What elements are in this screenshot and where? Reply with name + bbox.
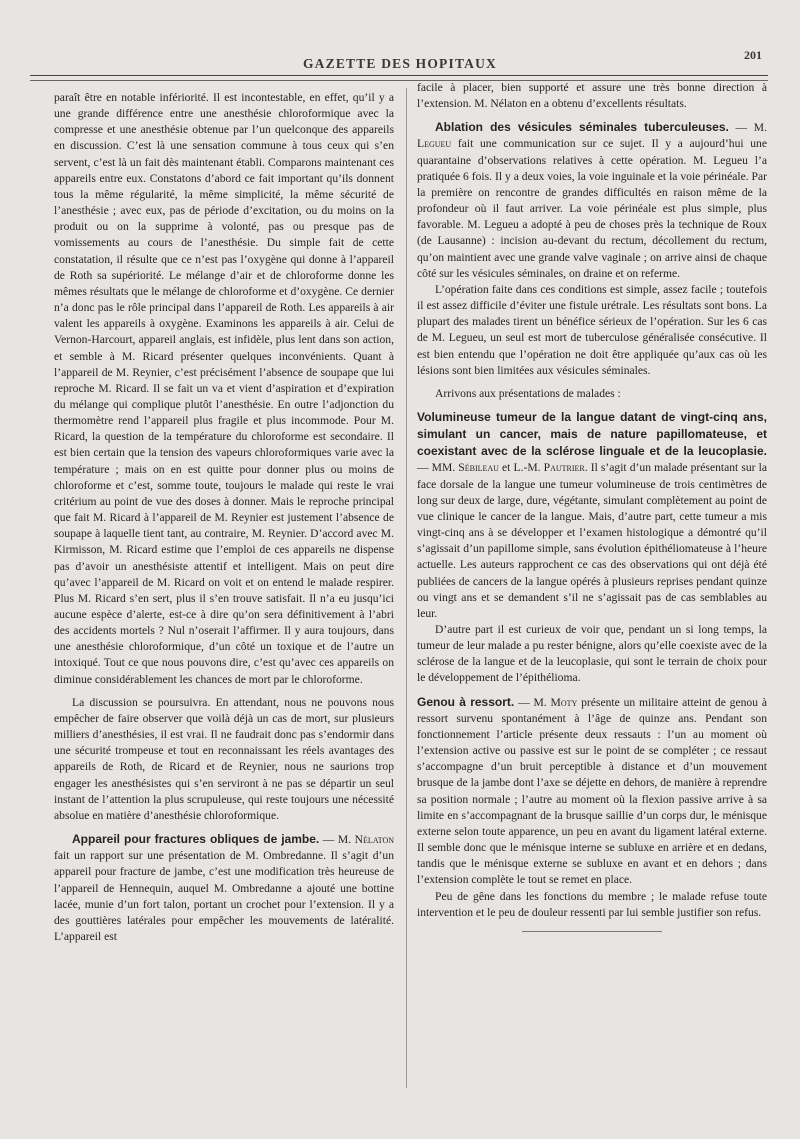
end-ornament-rule	[522, 931, 662, 933]
section-text: présente un militaire atteint de genou à ressort survenu spontanément à l’âge de quinze ans. Pendant son fonctionnement l’article présente deux ressauts : l’un au moment où l’extension active ou passive est sur le point de se compléter ; ce ressaut s’accompagne d’un bruit perceptible à distance et d’un mouvement brusque de la jambe dont l’axe se déjette en dehors, de manière à reprendre sa position normale ; l’autre au moment où la flexion passive arrive à sa limite en s’accompagnant de la brusque saillie d’un corps dur, le ménisque externe selon toute apparence, un peu en avant du ligament latéral externe. Il semble donc que le ménisque interne se subluxe en arrière et en dedans, tandis que le ménisque externe se subluxe en avant et en dehors ; dans l’extension complète le tout se remet en place.	[417, 695, 767, 887]
right-column	[417, 80, 767, 933]
dash: — M.	[728, 121, 767, 135]
paragraph: facile à placer, bien supporté et assure une très bonne direction à l’extension. M. Nélaton en a obtenu d’excellents résultats.	[417, 81, 767, 111]
dash: — M.	[514, 695, 551, 709]
paragraph: La discussion se poursuivra. En attendant, nous ne pouvons nous empêcher de faire observer que voilà déjà un cas de mort, sur plusieurs milliers d’anesthésies, il est vrai. Il ne faudrait donc pas s’endormir dans une sécurité trompeuse et tout en reconnaissant les réels avantages des appareils de Roth, de Ricard et de Reynier, nous ne saurions trop engager les anesthésistes qui s’en serviront à ne pas se départir un seul instant de l’attention la plus scrupuleuse, qui reste toujours une nécessité absolue en matière d’anesthésie chloroformique.	[54, 695, 394, 822]
conjunction: et L.-M.	[498, 461, 544, 475]
section-heading: Ablation des vésicules séminales tuberculeuses.	[435, 120, 729, 135]
header-rule	[30, 75, 768, 76]
dash: — MM.	[417, 461, 459, 475]
paragraph: L’opération faite dans ces conditions est simple, assez facile ; toutefois il est assez difficile d’éviter une fistule urétrale. Les résultats sont bons. La plupart des malades tirent un bénéfice sérieux de l’opération. Sur les 6 cas de M. Legueu, un seul est mort de tuberculose généralisée consécutive. Il est bien entendu que l’opération ne doit être appliquée qu’aux cas où les lésions sont bien limitées aux vésicules séminales.	[417, 282, 767, 377]
author-name: Sébileau	[458, 461, 499, 475]
dash: — M.	[319, 833, 355, 847]
section-heading: Genou à ressort.	[417, 694, 515, 709]
section-fractures	[54, 831, 394, 945]
paragraph: paraît être en notable infériorité. Il est incontestable, en effet, qu’il y a une grande différence entre une anesthésie chloroformique avec la compresse et une anesthésie obtenue par l’un quelconque des appareils en discussion. C’est là une sensation commune à tous ceux qui s’en servent, c’est là un fait dès maintenant établi. Comparons maintenant ces appareils entre eux. Constatons d’abord ce fait important qu’ils donnent tous la même régularité, la même simplicité, la même sécurité de l’anesthésie ; avec eux, pas de période d’excitation, ou du moins on la produit ou on la supprime à volonté, pas ou presque pas de vomissements au cours de l’anesthésie. Du simple fait de cette constatation, il résulte que ce n’est pas l’oxygène qui donne à l’appareil de Roth sa supériorité. Le mélange d’air et de chloroforme donne les mêmes résultats que le mélange de chloroforme et d’oxygène. Ce dernier n’a donc pas le rôle principal dans l’appareil de Roth. Les appareils à air valent les appareils à oxygène. Examinons les appareils à air. Celui de Vernon-Harcourt, appareil anglais, est infidèle, plus lent dans son action, et semble à M. Ricard présenter quelques inconvénients. Quant à l’appareil de M. Reynier, c’est précisément l’absence de soupape que lui reproche M. Ricard. Il se fait un va et vient d’aspiration et d’expiration du mélange qui complique plutôt l’anesthésie. En outre l’adjonction du thermomètre rend l’appareil plus fragile et plus incommode. Pour M. Ricard, la question de la température du chloroforme est secondaire. Il est bien certain que la tension des vapeurs chloroformiques varie avec la température ; mais on en est quitte pour donner plus ou moins de chloroforme et c’est, somme toute, toujours le malade qui reste le vrai critérium au point de vue des doses à donner. Mais le reproche principal que fait M. Ricard à l’appareil de M. Reynier est justement l’absence de soupape à laquelle tient tant, au contraire, M. Reynier. D’accord avec M. Kirmisson, M. Ricard estime que l’emploi de ces appareils ne dispense pas d’avoir un anesthésiste attentif et intelligent. Mais on peut dire qu’avec l’appareil de M. Ricard on voit et on entend le malade respirer. Plus M. Ricard s’en sert, plus il s’en trouve satisfait. Il n’a eu jusqu’ici aucune espèce d’alerte, est-ce à dire qu’on sera définitivement à l’abri des accidents mortels ? Nul n’oserait l’affirmer. Il y aura toujours, dans une anesthésie chloroformique, d’un côté un toxique et de l’autre un intoxiqué. Tout ce que nous pouvons dire, c’est qu’avec ces appareils on diminue considérablement les chances de mort par le chloroforme.	[54, 91, 394, 686]
left-column	[54, 90, 394, 945]
author-name: Pautrier	[543, 461, 585, 475]
section-tumeur	[417, 409, 767, 622]
section-heading: Volumineuse tumeur de la langue datant de vingt-cinq ans, simulant un cancer, mais de nature papillomateuse, et coexistant avec de la sclérose linguale et de la leucoplasie.	[417, 409, 767, 459]
section-text: fait un rapport sur une présentation de M. Ombredanne. Il s’agit d’un appareil pour fracture de jambe, c’est une modification très heureuse de l’appareil de Hennequin, auquel M. Ombredanne a ajouté une bottine lacée, munie d’un fort talon, portant un crochet pour l’extension. Il y a des gouttières latérales pour empêcher les mouvements de latéralité. L’appareil est	[54, 849, 394, 943]
section-vesicules	[417, 119, 767, 282]
paragraph: Arrivons aux présentations de malades :	[435, 386, 621, 400]
author-name: Legueu	[417, 137, 452, 151]
section-genou	[417, 694, 767, 889]
column-divider	[406, 88, 407, 1088]
author-name: Nélaton	[354, 833, 395, 847]
paragraph: Peu de gêne dans les fonctions du membre ; le malade refuse toute intervention et le peu de douleur ressenti par lui semble justifier son refus.	[417, 889, 767, 919]
section-text: fait une communication sur ce sujet. Il y a aujourd’hui une quarantaine d’observations relatives à cette opération. M. Legueu l’a pratiquée 6 fois. Il y a deux voies, la voie inguinale et la voie périnéale. Par la première on rencontre de grandes difficultés en raison même de la profondeur où il faut arriver. La voie périnéale est plus simple, plus favorable. M. Legueu a adopté à peu de choses près la technique de Roux (de Lausanne) : incision au-devant du rectum, décollement du rectum, qu’on maintient avec une grande valve vaginale ; on arrive ainsi de chaque côté sur les vésicules séminales, on draine et on referme.	[417, 137, 767, 280]
author-name: Moty	[550, 695, 578, 709]
masthead-title: GAZETTE DES HOPITAUX	[302, 56, 498, 71]
paragraph: D’autre part il est curieux de voir que, pendant un si long temps, la tumeur de leur malade a pu rester bénigne, alors qu’elle coexiste avec de la sclérose de la langue et de la leucoplasie, qui sont le terrain de choix pour le développement de l’épithélioma.	[417, 623, 767, 685]
section-text: . Il s’agit d’un malade présentant sur la face dorsale de la langue une tumeur volumineuse de trois centimètres de long sur deux de large, dure, végétante, simulant complètement au point de vue clinique le cancer de la langue. Mais, d’autre part, cette tumeur a mis vingt-cinq ans à se développer et l’examen histologique a démontré qu’il s’agissait d’un papillome simple, sans évolution épithéliomateuse à l’heure actuelle. Les auteurs rapprochent ce cas des observations qui ont déjà été publiées de cancers de la langue opérés à plusieurs reprises pendant quinze ou vingt ans et se demandent s’il ne s’agissait pas de cas semblables au leur.	[417, 461, 767, 620]
page-number: 201	[744, 48, 762, 62]
section-heading: Appareil pour fractures obliques de jambe.	[72, 832, 320, 847]
